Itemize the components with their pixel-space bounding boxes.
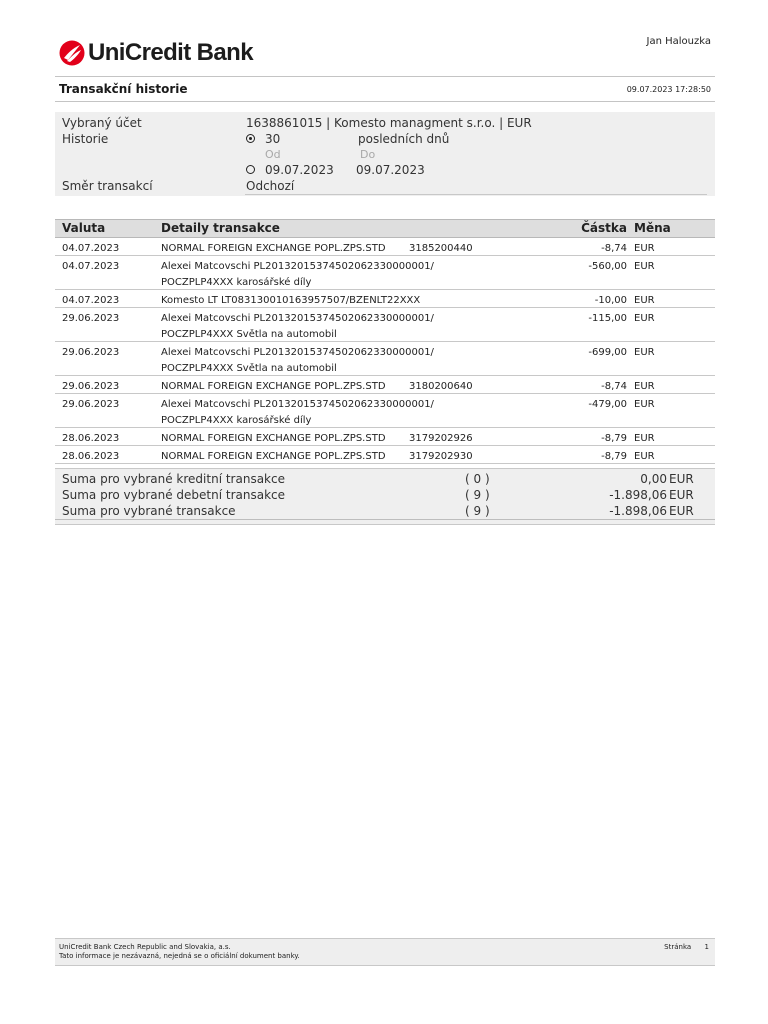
row-detail-line2: POCZPLP4XXX karosářské díly	[161, 415, 312, 426]
row-amount: -8,74	[601, 381, 627, 392]
account-value: 1638861015 | Komesto managment s.r.o. | EUR	[246, 116, 532, 130]
page-indicator	[664, 943, 709, 951]
row-currency: EUR	[634, 313, 655, 324]
header-date: Valuta	[62, 221, 106, 235]
total-credit-row	[55, 471, 715, 487]
row-date: 28.06.2023	[62, 433, 120, 444]
user-name: Jan Halouzka	[646, 36, 711, 47]
direction-label: Směr transakcí	[62, 179, 153, 193]
row-amount: -115,00	[588, 313, 627, 324]
radio-date-range[interactable]	[246, 162, 255, 178]
days-text: posledních dnů	[358, 132, 450, 146]
to-date: 09.07.2023	[356, 163, 425, 177]
row-detail-line2: POCZPLP4XXX Světla na automobil	[161, 363, 337, 374]
total-currency: EUR	[669, 488, 694, 502]
row-amount: -8,74	[601, 243, 627, 254]
footer-company: UniCredit Bank Czech Republic and Slovakia, a.s.	[59, 943, 231, 951]
row-detail: Alexei Matcovschi PL20132015374502062330000001/	[161, 313, 434, 324]
table-header	[55, 219, 715, 238]
row-detail: Komesto LT LT083130010163957507/BZENLT22XXX	[161, 295, 421, 306]
header-currency: Měna	[634, 221, 671, 235]
total-count: ( 0 )	[465, 472, 490, 486]
row-amount: -699,00	[588, 347, 627, 358]
row-detail: NORMAL FOREIGN EXCHANGE POPL.ZPS.STD	[161, 381, 386, 392]
header-amount: Částka	[581, 221, 627, 235]
total-all-row	[55, 503, 715, 520]
page-number: 1	[704, 943, 709, 951]
totals-panel	[55, 468, 715, 525]
from-label: Od	[265, 148, 281, 161]
days-value: 30	[265, 132, 281, 146]
brand-name: UniCredit Bank	[88, 39, 253, 66]
row-detail: Alexei Matcovschi PL20132015374502062330000001/	[161, 399, 434, 410]
total-amount: -1.898,06	[609, 504, 667, 518]
row-amount: -479,00	[588, 399, 627, 410]
row-currency: EUR	[634, 451, 655, 462]
row-currency: EUR	[634, 381, 655, 392]
radio-last-days[interactable]	[246, 131, 255, 147]
table-row	[55, 446, 715, 464]
from-date: 09.07.2023	[265, 163, 334, 177]
table-row	[55, 238, 715, 256]
row-currency: EUR	[634, 243, 655, 254]
row-date: 04.07.2023	[62, 243, 120, 254]
table-row	[55, 308, 715, 342]
total-count: ( 9 )	[465, 504, 490, 518]
unicredit-logo	[59, 38, 253, 68]
print-timestamp: 09.07.2023 17:28:50	[626, 84, 711, 94]
total-amount: -1.898,06	[609, 488, 667, 502]
row-date: 04.07.2023	[62, 261, 120, 272]
total-label: Suma pro vybrané kreditní transakce	[62, 472, 285, 486]
filter-panel	[55, 112, 715, 196]
table-row	[55, 376, 715, 394]
page-label: Stránka	[664, 943, 692, 951]
to-label: Do	[360, 148, 376, 161]
row-amount: -10,00	[594, 295, 627, 306]
total-debit-row	[55, 487, 715, 503]
row-currency: EUR	[634, 399, 655, 410]
footer-disclaimer: Tato informace je nezávazná, nejedná se o oficiální dokument banky.	[59, 952, 300, 960]
unicredit-logo-icon	[59, 40, 85, 66]
table-row	[55, 394, 715, 428]
total-label: Suma pro vybrané transakce	[62, 504, 236, 518]
row-reference: 3180200640	[409, 381, 473, 392]
row-date: 28.06.2023	[62, 451, 120, 462]
row-date: 29.06.2023	[62, 347, 120, 358]
radio-selected-icon	[246, 134, 255, 143]
row-detail: NORMAL FOREIGN EXCHANGE POPL.ZPS.STD	[161, 433, 386, 444]
page-title: Transakční historie	[59, 82, 188, 96]
total-count: ( 9 )	[465, 488, 490, 502]
row-currency: EUR	[634, 347, 655, 358]
row-currency: EUR	[634, 433, 655, 444]
row-reference: 3179202930	[409, 451, 473, 462]
row-detail: NORMAL FOREIGN EXCHANGE POPL.ZPS.STD	[161, 451, 386, 462]
row-amount: -560,00	[588, 261, 627, 272]
row-detail-line2: POCZPLP4XXX Světla na automobil	[161, 329, 337, 340]
row-detail-line2: POCZPLP4XXX karosářské díly	[161, 277, 312, 288]
row-reference: 3185200440	[409, 243, 473, 254]
total-currency: EUR	[669, 472, 694, 486]
row-detail: Alexei Matcovschi PL20132015374502062330000001/	[161, 347, 434, 358]
table-row	[55, 342, 715, 376]
history-label: Historie	[62, 132, 109, 146]
account-label: Vybraný účet	[62, 116, 142, 130]
table-row	[55, 428, 715, 446]
direction-value: Odchozí	[246, 179, 295, 193]
row-date: 04.07.2023	[62, 295, 120, 306]
radio-unselected-icon	[246, 165, 255, 174]
row-reference: 3179202926	[409, 433, 473, 444]
total-label: Suma pro vybrané debetní transakce	[62, 488, 286, 502]
row-detail: Alexei Matcovschi PL20132015374502062330000001/	[161, 261, 434, 272]
total-currency: EUR	[669, 504, 694, 518]
header-detail: Detaily transakce	[161, 221, 280, 235]
row-amount: -8,79	[601, 433, 627, 444]
row-detail: NORMAL FOREIGN EXCHANGE POPL.ZPS.STD	[161, 243, 386, 254]
row-currency: EUR	[634, 295, 655, 306]
row-date: 29.06.2023	[62, 381, 120, 392]
page-footer	[55, 938, 715, 966]
filter-divider	[245, 194, 707, 195]
total-amount: 0,00	[640, 472, 667, 486]
row-amount: -8,79	[601, 451, 627, 462]
table-row	[55, 256, 715, 290]
row-date: 29.06.2023	[62, 399, 120, 410]
table-row	[55, 290, 715, 308]
row-date: 29.06.2023	[62, 313, 120, 324]
title-bar	[55, 76, 715, 102]
row-currency: EUR	[634, 261, 655, 272]
transactions-table	[55, 219, 715, 464]
